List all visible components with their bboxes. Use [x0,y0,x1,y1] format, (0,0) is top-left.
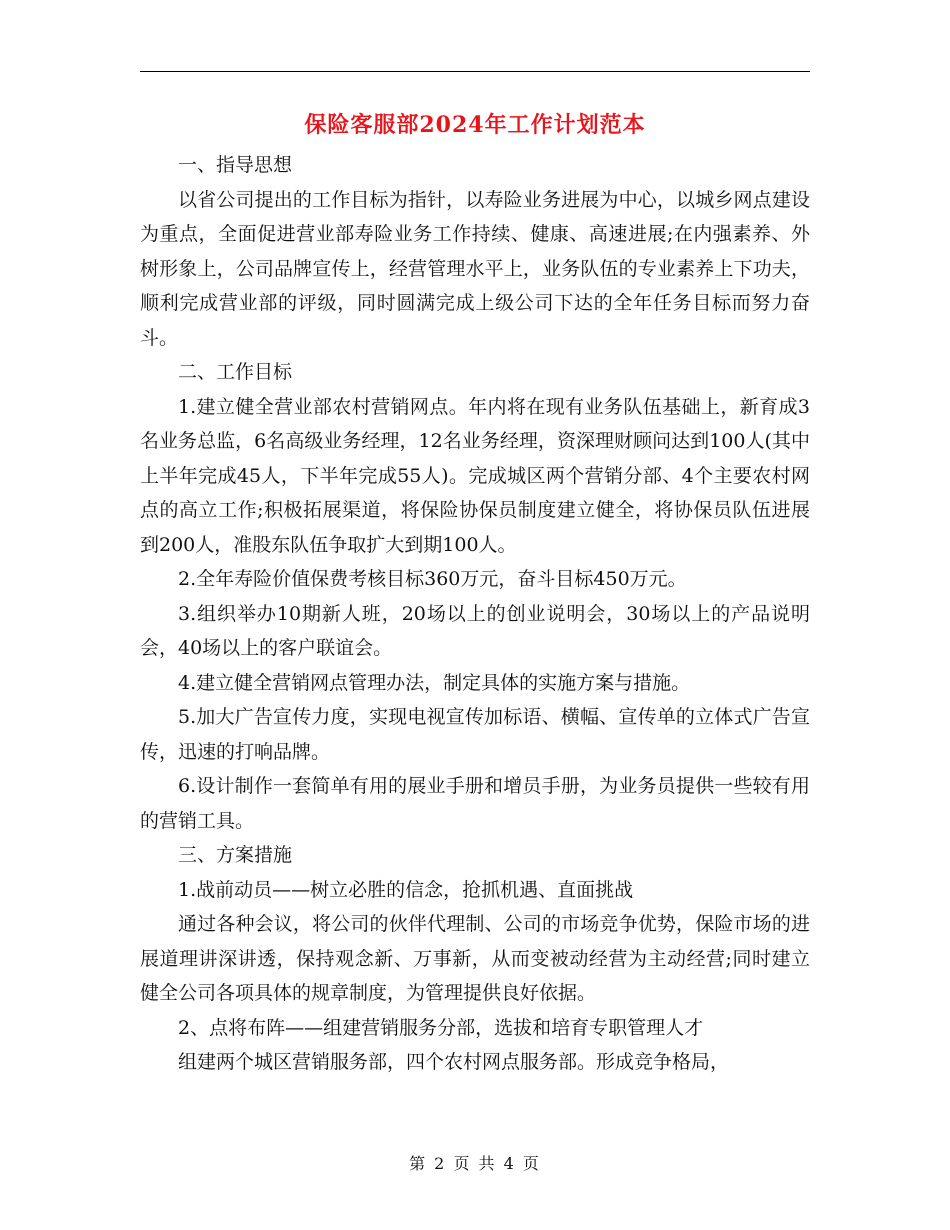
header-rule [140,71,810,72]
section-heading-guiding-ideology: 一、指导思想 [178,154,293,176]
document-title: 保险客服部2024年工作计划范本 [304,112,646,138]
paragraph: 1.建立健全营业部农村营销网点。年内将在现有业务队伍基础上，新育成3名业务总监，6名高级业务经理，12名业务经理，资深理财顾问达到100人(其中上半年完成45人，下半年完成55人)。完成城区两个营销分部、4个主要农村网点的高立工作;积极拓展渠道，将保险协保员制度建立健全，将协保员队伍进展到200人，准股东队伍争取扩大到期100人。 [140,395,810,556]
paragraph: 6.设计制作一套简单有用的展业手册和增员手册，为业务员提供一些较有用的营销工具。 [140,775,810,832]
paragraph: 2.全年寿险价值保费考核目标360万元，奋斗目标450万元。 [178,568,687,590]
paragraph: 5.加大广告宣传力度，实现电视宣传加标语、横幅、宣传单的立体式广告宣传，迅速的打响品牌。 [140,706,810,763]
paragraph: 通过各种会议，将公司的伙伴代理制、公司的市场竞争优势，保险市场的进展道理讲深讲透，保持观念新、万事新，从而变被动经营为主动经营;同时建立健全公司各项具体的规章制度，为管理提供良好依据。 [140,913,810,1004]
page-footer: 第 2 页 共 4 页 [409,1154,541,1173]
document-body [140,148,810,1080]
paragraph: 1.战前动员——树立必胜的信念，抢抓机遇、直面挑战 [178,878,634,901]
section-heading-work-goals: 二、工作目标 [178,361,293,383]
paragraph: 3.组织举办10期新人班，20场以上的创业说明会，30场以上的产品说明会，40场以上的客户联谊会。 [140,602,810,659]
paragraph: 以省公司提出的工作目标为指针，以寿险业务进展为中心，以城乡网点建设为重点，全面促进营业部寿险业务工作持续、健康、高速进展;在内强素养、外树形象上，公司品牌宣传上，经营管理水平上，业务队伍的专业素养上下功夫，顺利完成营业部的评级，同时圆满完成上级公司下达的全年任务目标而努力奋斗。 [140,188,810,349]
paragraph: 2、点将布阵——组建营销服务分部，选拔和培育专职管理人才 [178,1016,704,1039]
paragraph: 组建两个城区营销服务部，四个农村网点服务部。形成竞争格局， [178,1051,730,1073]
paragraph: 4.建立健全营销网点管理办法，制定具体的实施方案与措施。 [178,671,691,694]
section-heading-measures: 三、方案措施 [178,844,293,866]
